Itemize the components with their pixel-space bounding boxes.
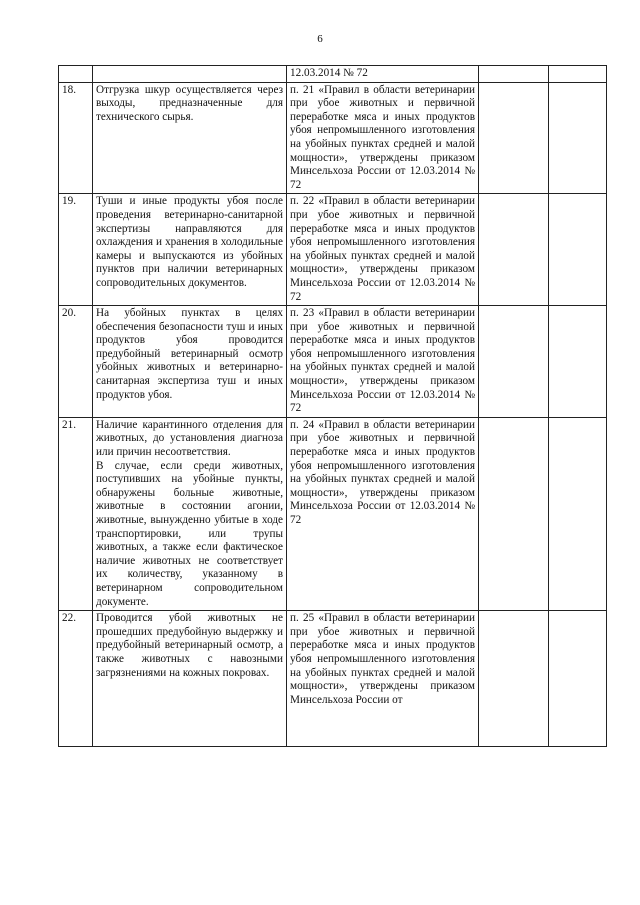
note-cell bbox=[549, 194, 607, 306]
reference-continuation: 12.03.2014 № 72 bbox=[287, 66, 479, 83]
row-number: 20. bbox=[59, 306, 93, 418]
legal-reference: п. 21 «Правил в области ветеринарии при убое животных и первичной переработке мяса и иных продуктов убоя непромышленного изготовления на убойных пунктах средней и малой мощности», утверждены приказом Минсельхоза России от 12.03.2014 № 72 bbox=[287, 82, 479, 194]
row-number: 18. bbox=[59, 82, 93, 194]
table-row-continuation bbox=[59, 66, 607, 83]
row-number-cell bbox=[59, 66, 93, 83]
requirement-text bbox=[93, 306, 287, 418]
requirement-text bbox=[93, 611, 287, 747]
answer-cell bbox=[479, 82, 549, 194]
legal-reference: п. 25 «Правил в области ветеринарии при убое животных и первичной переработке мяса и иных продуктов убоя непромышленного изготовления на убойных пунктах средней и малой мощности», утверждены приказом Минсельхоза России от bbox=[287, 611, 479, 747]
answer-cell bbox=[479, 306, 549, 418]
requirement-text bbox=[93, 194, 287, 306]
requirement-paragraph: Наличие карантинного отделения для животных, до установления диагноза или причин несоответствия. bbox=[96, 418, 283, 459]
row-number: 19. bbox=[59, 194, 93, 306]
legal-reference: п. 24 «Правил в области ветеринарии при убое животных и первичной переработке мяса и иных продуктов убоя непромышленного изготовления на убойных пунктах средней и малой мощности», утверждены приказом Минсельхоза России от 12.03.2014 № 72 bbox=[287, 417, 479, 610]
row-number: 21. bbox=[59, 417, 93, 610]
answer-cell bbox=[479, 194, 549, 306]
requirement-cell bbox=[93, 66, 287, 83]
requirement-text bbox=[93, 82, 287, 194]
table-row bbox=[59, 417, 607, 610]
note-cell bbox=[549, 417, 607, 610]
requirement-paragraph: Отгрузка шкур осуществляется через выходы, предназначенные для технического сырья. bbox=[96, 83, 283, 123]
page-number: 6 bbox=[317, 33, 323, 45]
legal-reference: п. 23 «Правил в области ветеринарии при убое животных и первичной переработке мяса и иных продуктов убоя непромышленного изготовления на убойных пунктах средней и малой мощности», утверждены приказом Минсельхоза России от 12.03.2014 № 72 bbox=[287, 306, 479, 418]
note-cell bbox=[549, 66, 607, 83]
requirement-paragraph: В случае, если среди животных, поступивших на убойные пункты, обнаружены больные животные, животные в состоянии агонии, животные, вынужденно убитые в ходе транспортировки, или трупы животных, а также если фактическое наличие животных не соответствует их количеству, указанному в ветеринарном сопроводительном документе. bbox=[96, 459, 283, 608]
checklist-table bbox=[58, 65, 607, 747]
requirement-paragraph: Проводится убой животных не прошедших предубойную выдержку и предубойный ветеринарный осмотр, а также животных с навозными загрязнениями на кожных покровах. bbox=[96, 612, 283, 679]
answer-cell bbox=[479, 417, 549, 610]
table-row bbox=[59, 306, 607, 418]
note-cell bbox=[549, 611, 607, 747]
requirement-paragraph: На убойных пунктах в целях обеспечения безопасности туш и иных продуктов убоя проводится предубойный ветеринарный осмотр убойных животных и ветеринарно-санитарная экспертиза туш и иных продуктов убоя. bbox=[96, 307, 283, 401]
note-cell bbox=[549, 82, 607, 194]
row-number: 22. bbox=[59, 611, 93, 747]
table-row bbox=[59, 194, 607, 306]
note-cell bbox=[549, 306, 607, 418]
requirement-text bbox=[93, 417, 287, 610]
table-row bbox=[59, 82, 607, 194]
legal-reference: п. 22 «Правил в области ветеринарии при убое животных и первичной переработке мяса и иных продуктов убоя непромышленного изготовления на убойных пунктах средней и малой мощности», утверждены приказом Минсельхоза России от 12.03.2014 № 72 bbox=[287, 194, 479, 306]
answer-cell bbox=[479, 66, 549, 83]
table-row bbox=[59, 611, 607, 747]
requirement-paragraph: Туши и иные продукты убоя после проведения ветеринарно-санитарной экспертизы направляются для охлаждения и хранения в холодильные камеры и выпускаются из убойных пунктов при наличии ветеринарных сопроводительных документов. bbox=[96, 195, 283, 289]
answer-cell bbox=[479, 611, 549, 747]
